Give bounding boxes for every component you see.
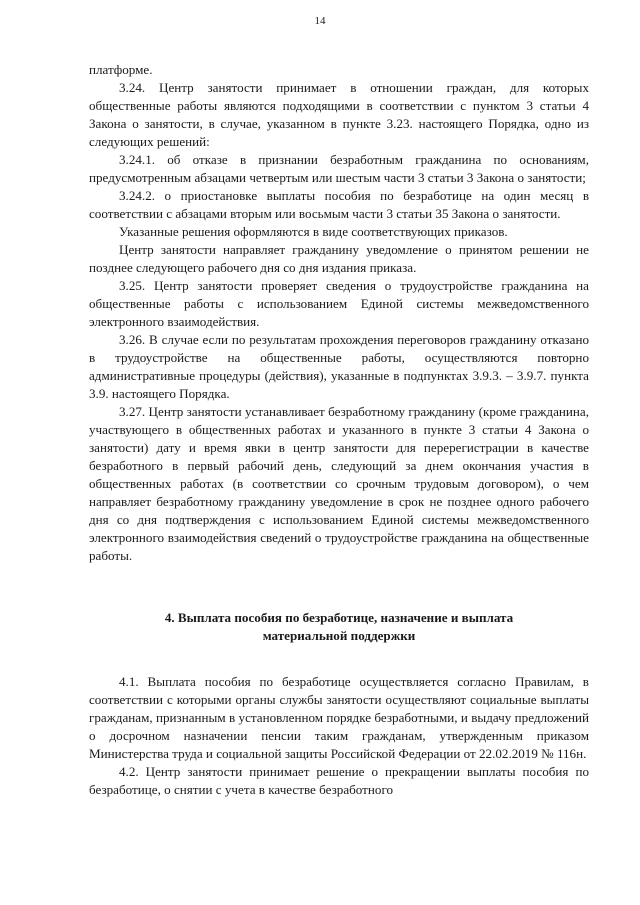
paragraph-3-27: 3.27. Центр занятости устанавливает безработному гражданину (кроме гражданина, участвующего в общественных работах и указанного в пункте 3 статьи 4 Закона о занятости) дату и время явки в центр занятости для перерегистрации в качестве безработного в первый рабочий день, следующий за днем окончания участия в общественных работах (в соответствии со срочным трудовым договором), о чем направляет безработному гражданину уведомление в срок не позднее одного рабочего дня со дня подтверждения с использованием Единой системы межведомственного электронного взаимодействия сведений о трудоустройстве гражданина на общественные работы.	[89, 404, 589, 563]
page-number: 14	[314, 15, 326, 27]
paragraph-3-24-1: 3.24.1. об отказе в признании безработным гражданина по основаниям, предусмотренным абзацами четвертым или шестым части 3 статьи 3 Закона о занятости;	[89, 152, 589, 185]
document-body	[89, 61, 589, 799]
paragraph: Центр занятости направляет гражданину уведомление о принятом решении не позднее следующего рабочего дня со дня издания приказа.	[89, 242, 589, 275]
paragraph-3-24: 3.24. Центр занятости принимает в отношении граждан, для которых общественные работы являются подходящими в соответствии с пунктом 3 статьи 4 Закона о занятости, в случае, указанном в пункте 3.23. настоящего Порядка, одно из следующих решений:	[89, 80, 589, 149]
paragraph-3-24-2: 3.24.2. о приостановке выплаты пособия по безработице на один месяц в соответствии с абзацами вторым или восьмым части 3 статьи 35 Закона о занятости.	[89, 188, 589, 221]
paragraph-3-26: 3.26. В случае если по результатам прохождения переговоров гражданину отказано в трудоустройстве на общественные работы, осуществляются повторно административные процедуры (действия), указанные в подпунктах 3.9.3. – 3.9.7. пункта 3.9. настоящего Порядка.	[89, 332, 589, 401]
section-heading	[89, 609, 589, 645]
section-heading-line2: материальной поддержки	[262, 628, 416, 643]
paragraph: платформе.	[89, 62, 153, 77]
paragraph-3-25: 3.25. Центр занятости проверяет сведения о трудоустройстве гражданина на общественные работы с использованием Единой системы межведомственного электронного взаимодействия.	[89, 278, 589, 329]
paragraph-4-1: 4.1. Выплата пособия по безработице осуществляется согласно Правилам, в соответствии с которыми органы службы занятости осуществляют социальные выплаты гражданам, признанным в установленном порядке безработными, и выдачу предложений о досрочном назначении пенсии таким гражданам, утвержденным приказом Министерства труда и социальной защиты Российской Федерации от 22.02.2019 № 116н.	[89, 674, 589, 761]
section-heading-line1: 4. Выплата пособия по безработице, назначение и выплата	[164, 610, 514, 625]
paragraph-4-2: 4.2. Центр занятости принимает решение о прекращении выплаты пособия по безработице, о снятии с учета в качестве безработного	[89, 764, 589, 797]
paragraph: Указанные решения оформляются в виде соответствующих приказов.	[119, 224, 508, 239]
